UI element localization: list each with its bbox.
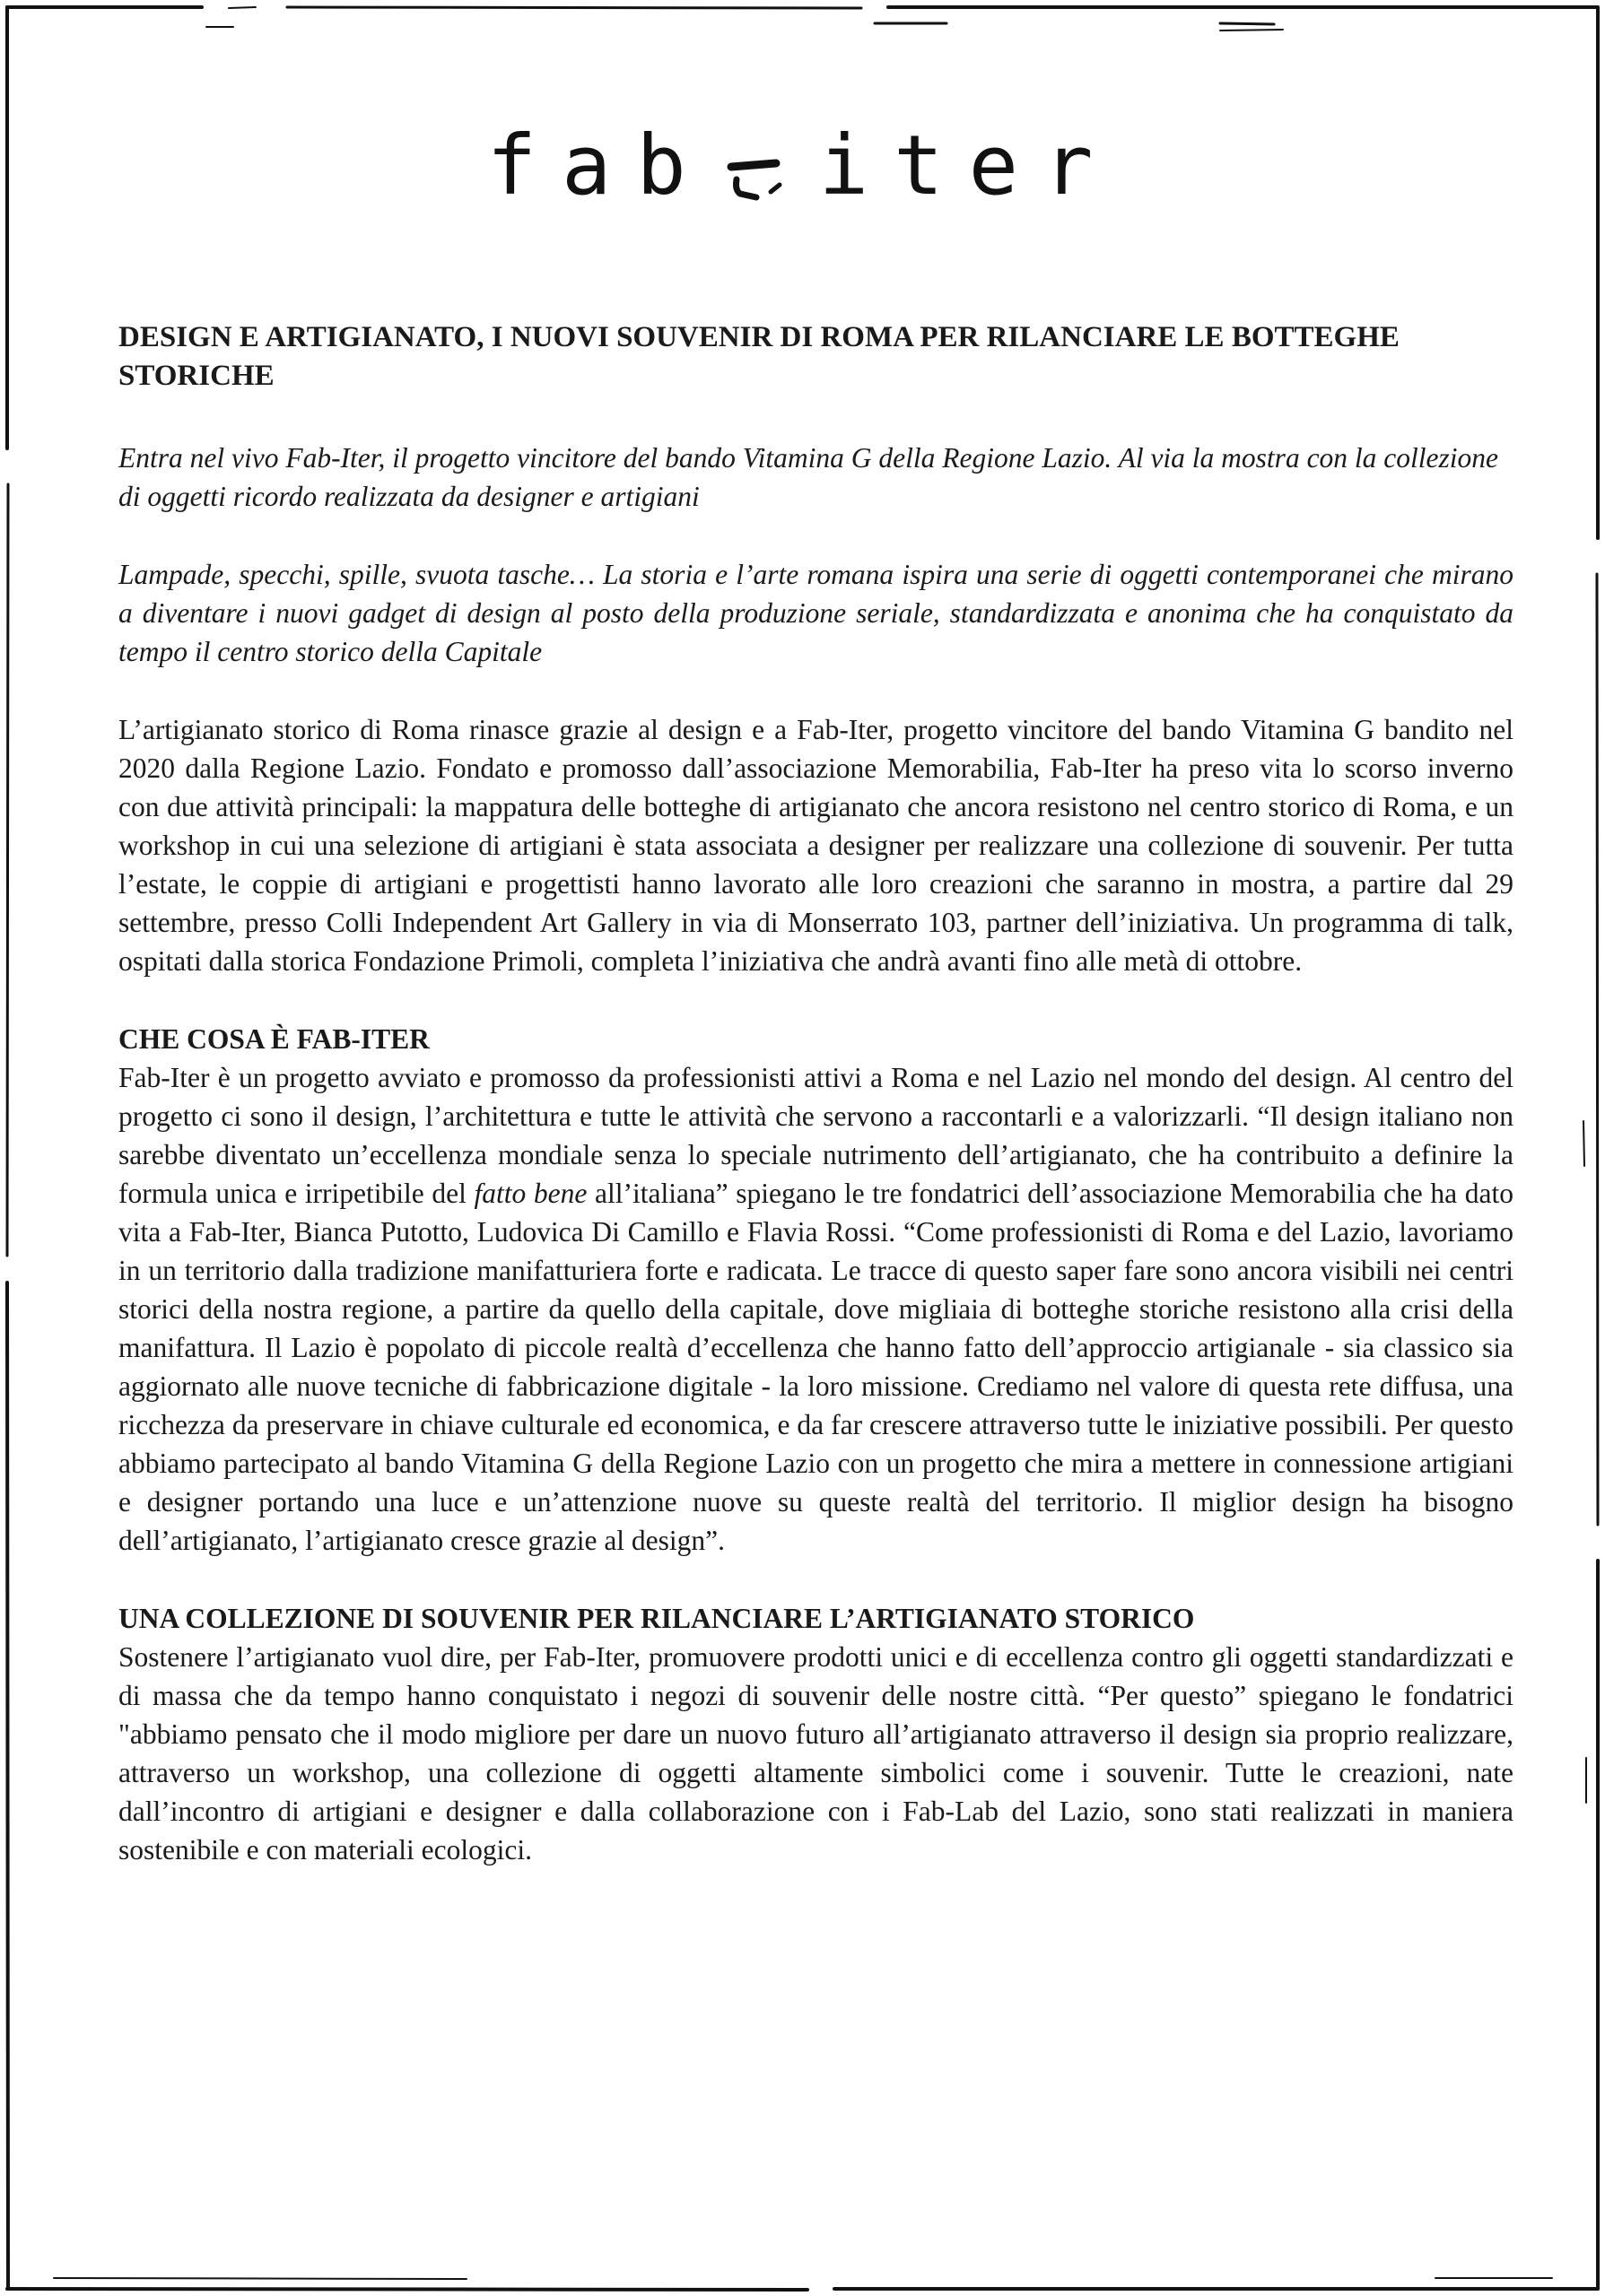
headline: DESIGN E ARTIGIANATO, I NUOVI SOUVENIR DI ROMA PER RILANCIARE LE BOTTEGHE STORICHE	[118, 321, 1400, 392]
fab-iter-logo	[0, 117, 1605, 215]
section-title-che-cosa: CHE COSA È FAB-ITER	[118, 1023, 430, 1055]
section-text-part: Fab-Iter è un progetto avviato e promosso da professionisti attivi a Roma e nel Lazio nel mondo del design. Al centro del progetto ci sono il design, l’architettura e tutte le attività che servono a raccontarli e a valorizzarli. “Il design italiano non sarebbe diventato un’eccellenza mondiale senza lo speciale nutrimento dell’artigianato, che ha contribuito a definire la formula unica e irripetibile del	[118, 1062, 1513, 1209]
section-text-collezione: Sostenere l’artigianato vuol dire, per Fab-Iter, promuovere prodotti unici e di eccellenza contro gli oggetti standardizzati e di massa che da tempo hanno conquistato i negozi di souvenir delle nostre città. “Per questo” spiegano le fondatrici "abbiamo pensato che il modo migliore per dare un nuovo futuro all’artigianato attraverso il design sia proprio realizzare, attraverso un workshop, una collezione di oggetti altamente simbolici come i souvenir. Tutte le creazioni, nate dall’incontro di artigiani e designer e dalla collaborazione con i Fab-Lab del Lazio, sono stati realizzati in maniera sostenibile e con materiali ecologici.	[118, 1641, 1513, 1866]
section-title-collezione: UNA COLLEZIONE DI SOUVENIR PER RILANCIARE L’ARTIGIANATO STORICO	[118, 1603, 1195, 1634]
press-release	[118, 318, 1513, 1869]
section-text-part: all’italiana” spiegano le tre fondatrici dell’associazione Memorabilia che ha dato vita a Fab-Iter, Bianca Putotto, Ludovica Di Camillo e Flavia Rossi. “Come professionisti di Roma e del Lazio, lavoriamo in un territorio dalla tradizione manifatturiera forte e radicata. Le tracce di questo saper fare sono ancora visibili nei centri storici della nostra regione, a partire da quello della capitale, dove migliaia di botteghe storiche resistono alla crisi della manifattura. Il Lazio è popolato di piccole realtà d’eccellenza che hanno fatto dell’approccio artigianale - sia classico sia aggiornato alle nuove tecniche di fabbricazione digitale - la loro missione. Crediamo nel valore di questa rete diffusa, una ricchezza da preservare in chiave culturale ed economica, e da far crescere attraverso tutte le iniziative possibili. Per questo abbiamo partecipato al bando Vitamina G della Regione Lazio con un progetto che mira a mettere in connessione artigiani e designer portando una luce e un’attenzione nuove su queste realtà del territorio. Il miglior design ha bisogno dell’artigianato, l’artigianato cresce grazie al design”.	[118, 1178, 1514, 1556]
section-text-che-cosa	[118, 1058, 1513, 1560]
logo-text-iter: iter	[818, 117, 1119, 213]
intro-paragraph: L’artigianato storico di Roma rinasce grazie al design e a Fab-Iter, progetto vincitore del bando Vitamina G bandito nel 2020 dalla Regione Lazio. Fondato e promosso dall’associazione Memorabilia, Fab-Iter ha preso vita lo scorso inverno con due attività principali: la mappatura delle botteghe di artigianato che ancora resistono nel centro storico di Roma, e un workshop in cui una selezione di artigiani è stata associata a designer per realizzare una collezione di souvenir. Per tutta l’estate, le coppie di artigiani e progettisti hanno lavorato alle loro creazioni che saranno in mostra, a partire dal 29 settembre, presso Colli Independent Art Gallery in via di Monserrato 103, partner dell’iniziativa. Un programma di talk, ospitati dalla storica Fondazione Primoli, completa l’iniziativa che andrà avanti fino alle metà di ottobre.	[118, 714, 1513, 977]
emphasis-fatto-bene: fatto bene	[474, 1178, 588, 1209]
logo-text-fab: fab	[486, 117, 711, 213]
lead-paragraph: Lampade, specchi, spille, svuota tasche… La storia e l’arte romana ispira una serie di oggetti contemporanei che mirano a diventare i nuovi gadget di design al posto della produzione seriale, standardizzata e anonima che ha conquistato da tempo il centro storico della Capitale	[118, 559, 1513, 667]
subtitle: Entra nel vivo Fab-Iter, il progetto vincitore del bando Vitamina G della Regione Lazio. Al via la mostra con la collezione di oggetti ricordo realizzata da designer e artigiani	[118, 442, 1499, 512]
logo-mark-icon	[720, 140, 792, 203]
